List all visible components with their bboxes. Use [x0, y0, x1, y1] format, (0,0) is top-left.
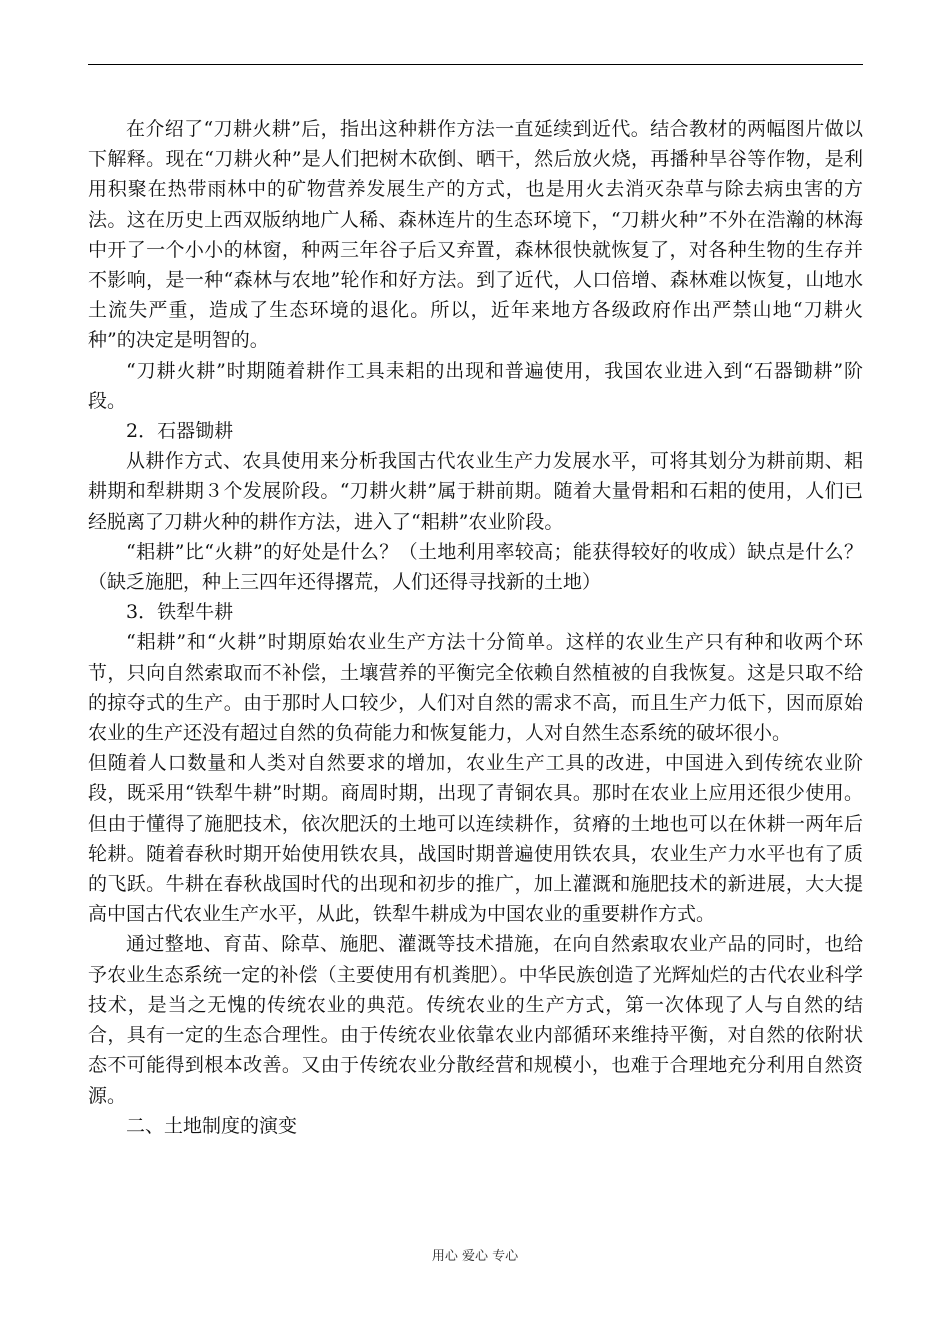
page-footer: 用心 爱心 专心	[431, 1249, 519, 1264]
paragraph-advantages-question: “耜耕”比“火耕”的好处是什么？（土地利用率较高；能获得较好的收成）缺点是什么？（缺乏施肥，种上三四年还得撂荒，人们还得寻找新的土地）	[88, 540, 863, 594]
header-rule	[88, 64, 863, 65]
paragraph-traditional-agriculture: 但随着人口数量和人类对自然要求的增加，农业生产工具的改进，中国进入到传统农业阶段，既采用“铁犁牛耕”时期。商周时期，出现了青铜农具。那时在农业上应用还很少使用。但由于懂得了施肥技术，依次肥沃的土地可以连续耕作，贫瘠的土地也可以在休耕一两年后轮耕。随着春秋时期开始使用铁农具，战国时期普遍使用铁农具，农业生产力水平也有了质的飞跃。牛耕在春秋战国时代的出现和初步的推广，加上灌溉和施肥技术的新进展，大大提高中国古代农业生产水平，从此，铁犁牛耕成为中国农业的重要耕作方式。	[88, 752, 863, 926]
paragraph-primitive-agriculture: “耜耕”和“火耕”时期原始农业生产方法十分简单。这样的农业生产只有种和收两个环节，只向自然索取而不补偿，土壤营养的平衡完全依赖自然植被的自我恢复。这是只取不给的掠夺式的生产。由于那时人口较少，人们对自然的需求不高，而且生产力低下，因而原始农业的生产还没有超过自然的负荷能力和恢复能力，人对自然生态系统的破坏很小。	[88, 631, 863, 745]
section-heading-land-system-evolution: 二、土地制度的演变	[126, 1114, 298, 1137]
paragraph-transition-to-hoe-farming: “刀耕火耕”时期随着耕作工具耒耜的出现和普遍使用，我国农业进入到“石器锄耕”阶段。	[88, 359, 863, 412]
paragraph-slash-and-burn-explanation: 在介绍了“刀耕火耕”后，指出这种耕作方法一直延续到近代。结合教材的两幅图片做以下解释。现在“刀耕火种”是人们把树木砍倒、晒干，然后放火烧，再播种旱谷等作物，是利用积聚在热带雨林中的矿物营养发展生产的方式，也是用火去消灭杂草与除去病虫害的方法。这在历史上西双版纳地广人稀、森林连片的生态环境下，“刀耕火种”不外在浩瀚的林海中开了一个小小的林窗，种两三年谷子后又弃置，森林很快就恢复了，对各种生物的生存并不影响，是一种“森林与农地”轮作和好方法。到了近代，人口倍增、森林难以恢复，山地水土流失严重，造成了生态环境的退化。所以，近年来地方各级政府作出严禁山地“刀耕火种”的决定是明智的。	[88, 118, 863, 352]
paragraph-technical-measures: 通过整地、育苗、除草、施肥、灌溉等技术措施，在向自然索取农业产品的同时，也给予农业生态系统一定的补偿（主要使用有机粪肥）。中华民族创造了光辉灿烂的古代农业科学技术，是当之无愧的传统农业的典范。传统农业的生产方式，第一次体现了人与自然的结合，具有一定的生态合理性。由于传统农业依靠农业内部循环来维持平衡，对自然的依附状态不可能得到根本改善。又由于传统农业分散经营和规模小，也难于合理地充分利用自然资源。	[88, 933, 863, 1107]
section-heading-iron-plough-ox-farming: 3．铁犁牛耕	[126, 601, 234, 624]
paragraph-development-stages: 从耕作方式、农具使用来分析我国古代农业生产力发展水平，可将其划分为耕前期、耜耕期和犁耕期３个发展阶段。“刀耕火耕”属于耕前期。随着大量骨耜和石耜的使用，人们已经脱离了刀耕火种的耕作方法，进入了“耜耕”农业阶段。	[88, 450, 863, 533]
section-heading-stone-hoe-farming: 2．石器锄耕	[126, 420, 234, 443]
document-body	[88, 114, 863, 1141]
